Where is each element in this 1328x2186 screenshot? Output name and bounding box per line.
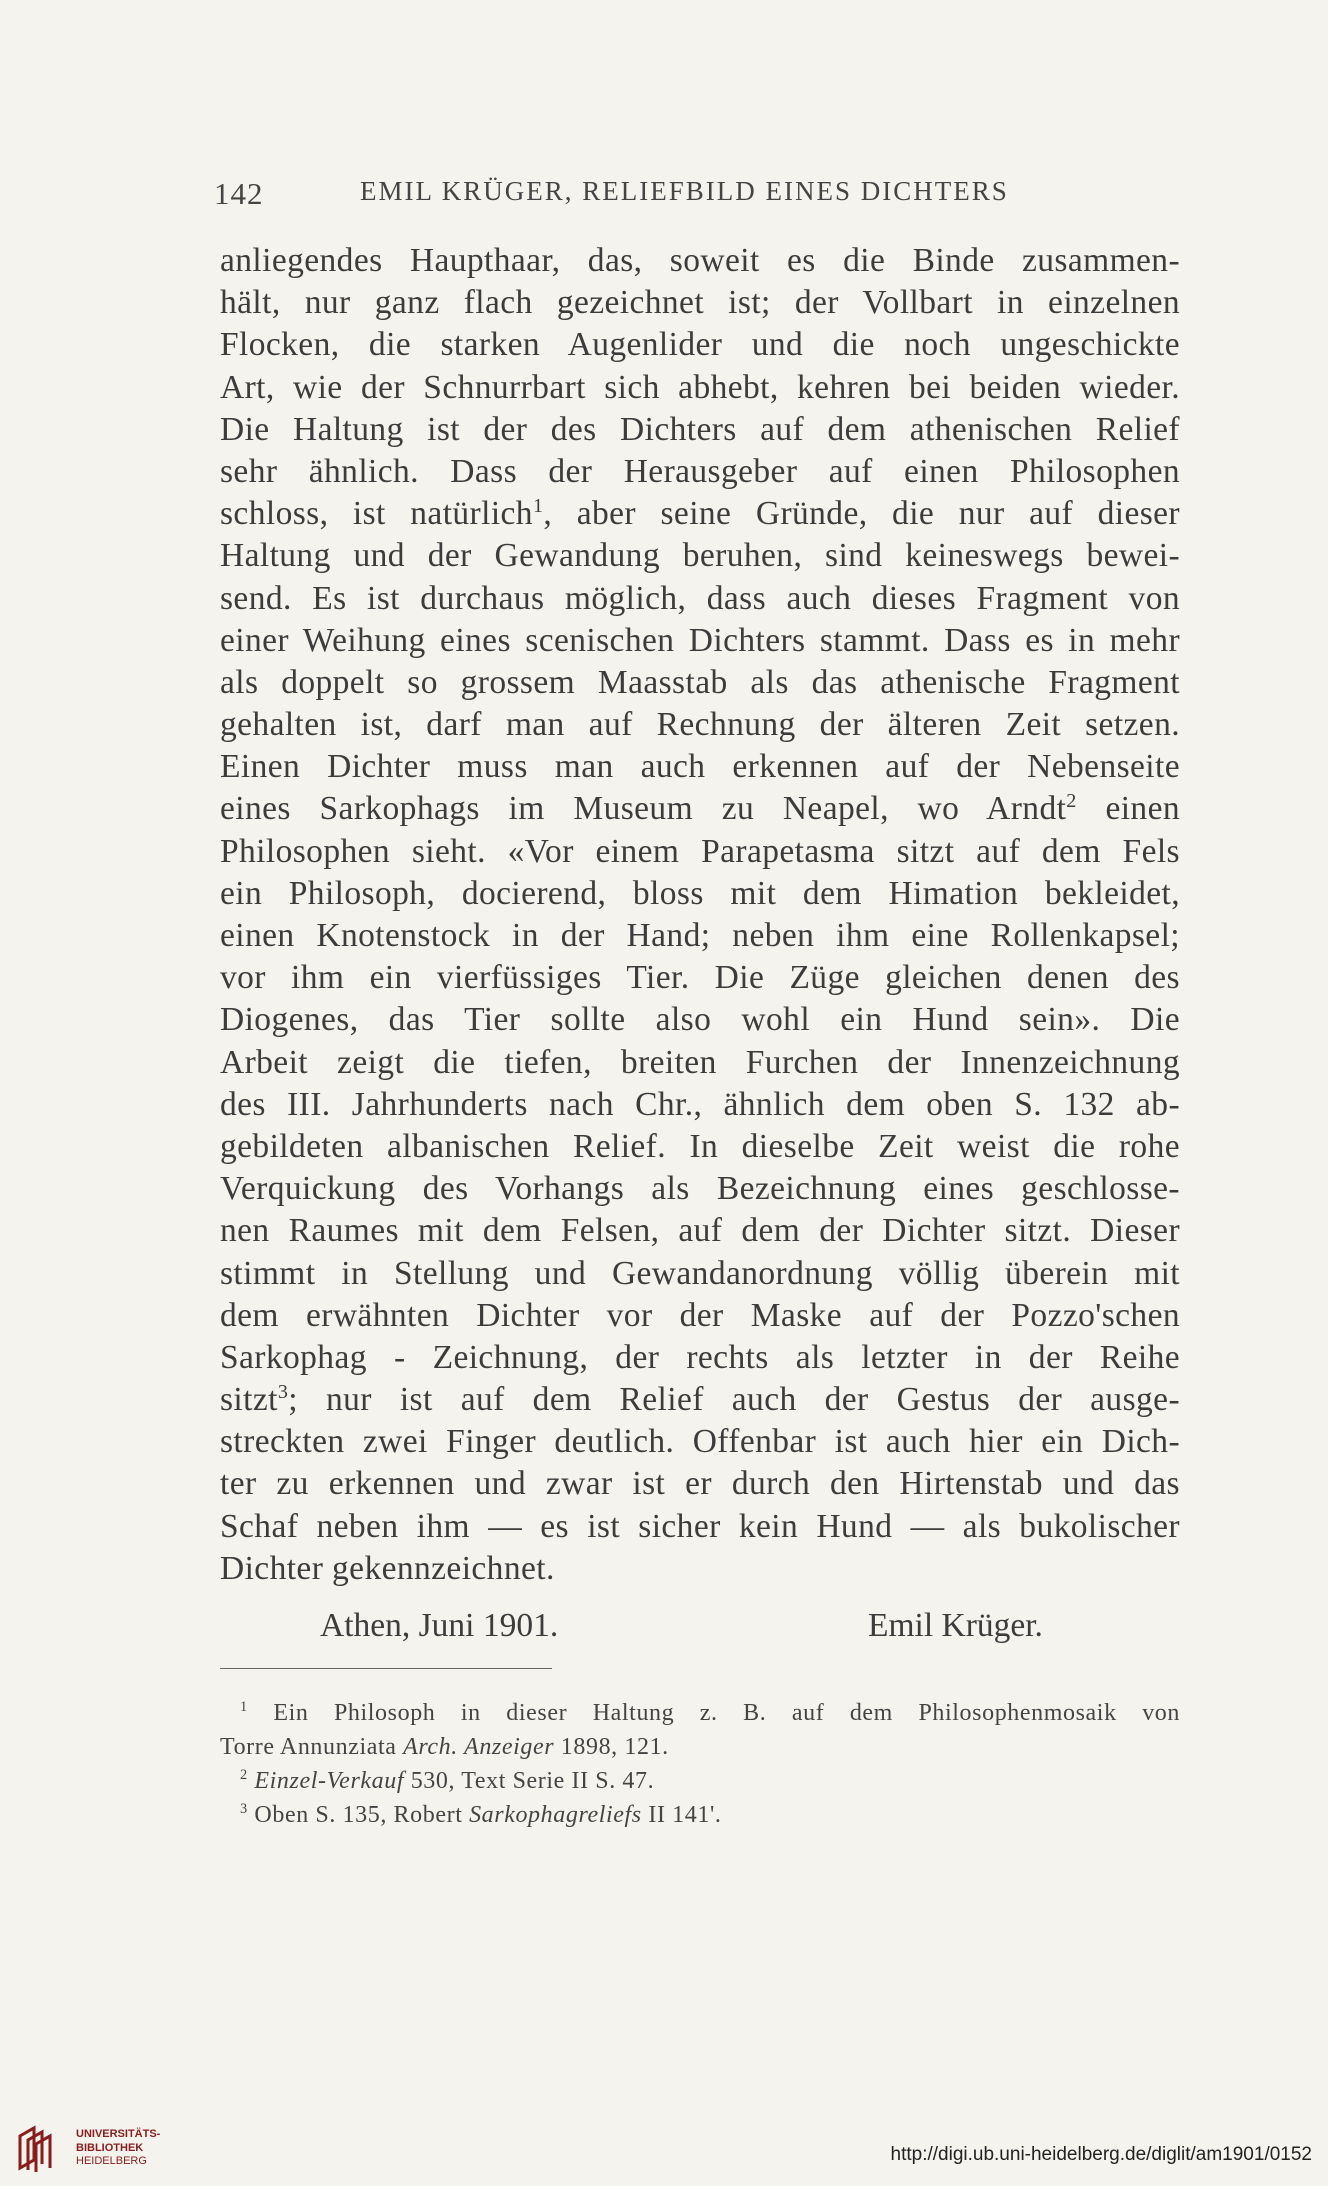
body-line bbox=[220, 578, 1180, 620]
body-line-text: anliegendes Haupthaar, das, soweit es die Binde zusammen- bbox=[220, 242, 1180, 279]
body-line bbox=[220, 704, 1180, 746]
footnote-2-text: 530, Text Serie II S. 47. bbox=[404, 1768, 655, 1794]
body-line bbox=[220, 1210, 1180, 1252]
body-line bbox=[220, 1463, 1180, 1505]
source-url[interactable] bbox=[891, 2144, 1312, 2166]
footnote-2-title: Einzel-Verkauf bbox=[254, 1768, 405, 1794]
footnotes bbox=[220, 1696, 1180, 1832]
body-line-text: Sarkophag - Zeichnung, der rechts als letzter in der Reihe bbox=[220, 1338, 1180, 1376]
author-signature: Emil Krüger. bbox=[868, 1607, 1043, 1644]
body-line-text: Haltung und der Gewandung beruhen, sind keineswegs bewei- bbox=[220, 537, 1180, 575]
source-url-link[interactable]: http://digi.ub.uni-heidelberg.de/diglit/am1901/0152 bbox=[890, 2144, 1312, 2165]
body-line-text: schloss, ist natürlich bbox=[220, 495, 533, 533]
body-line-text: Dichter gekennzeichnet. bbox=[220, 1549, 555, 1587]
body-line-text: einen bbox=[1076, 790, 1180, 828]
body-line-text: ter zu erkennen und zwar ist er durch den Hirtenstab und das bbox=[220, 1465, 1180, 1503]
page-number: 142 bbox=[214, 176, 264, 211]
body-line bbox=[220, 1253, 1180, 1295]
footnote-3-marker: 3 bbox=[240, 1801, 248, 1817]
body-line-text: streckten zwei Finger deutlich. Offenbar ist auch hier ein Dich- bbox=[220, 1423, 1180, 1461]
body-line-text: eines Sarkophags im Museum zu Neapel, wo Arndt bbox=[220, 790, 1067, 828]
body-line bbox=[220, 746, 1180, 788]
body-line bbox=[220, 620, 1180, 662]
body-line-text: Diogenes, das Tier sollte also wohl ein Hund sein». Die bbox=[220, 1001, 1180, 1039]
body-line bbox=[220, 1548, 1180, 1590]
body-line-text: nen Raumes mit dem Felsen, auf dem der Dichter sitzt. Dieser bbox=[220, 1212, 1180, 1250]
body-line bbox=[220, 1084, 1180, 1126]
body-line bbox=[220, 1337, 1180, 1379]
logo-line-2: BIBLIOTHEK bbox=[76, 2141, 144, 2154]
body-line bbox=[220, 1379, 1180, 1421]
running-title: EMIL KRÜGER, RELIEFBILD EINES DICHTERS bbox=[360, 176, 1009, 206]
body-line-text: vor ihm ein vierfüssiges Tier. Die Züge gleichen denen des bbox=[220, 959, 1180, 997]
body-line-text: sehr ähnlich. Dass der Herausgeber auf einen Philosophen bbox=[220, 452, 1180, 490]
body-line bbox=[220, 535, 1180, 577]
body-line bbox=[220, 873, 1180, 915]
footnote-rule bbox=[220, 1668, 552, 1669]
body-line-text: Verquickung des Vorhangs als Bezeichnung eines geschlosse- bbox=[220, 1170, 1180, 1208]
body-line bbox=[220, 282, 1180, 324]
body-line bbox=[220, 1506, 1180, 1548]
body-line-text: Einen Dichter muss man auch erkennen auf der Nebenseite bbox=[220, 748, 1180, 786]
body-line bbox=[220, 367, 1180, 409]
body-line-text: sitzt bbox=[220, 1381, 278, 1419]
footnote-1-line-2 bbox=[220, 1730, 1180, 1764]
footnote-3 bbox=[220, 1798, 1180, 1832]
body-line-text: Philosophen sieht. «Vor einem Parapetasma sitzt auf dem Fels bbox=[220, 832, 1180, 870]
footnote-1-text: Ein Philosoph in dieser Haltung z. B. auf dem Philosophenmosaik von bbox=[273, 1700, 1180, 1726]
body-line-text: einen Knotenstock in der Hand; neben ihm eine Rollenkapsel; bbox=[220, 917, 1180, 954]
body-line bbox=[220, 1042, 1180, 1084]
body-line-text: hält, nur ganz flach gezeichnet ist; der Vollbart in einzelnen bbox=[220, 284, 1180, 322]
body-line bbox=[220, 999, 1180, 1041]
body-line-text: Flocken, die starken Augenlider und die noch ungeschickte bbox=[220, 326, 1180, 364]
body-line bbox=[220, 240, 1180, 282]
body-line-text: Art, wie der Schnurrbart sich abhebt, kehren bei beiden wieder. bbox=[220, 368, 1180, 406]
body-line-text: Schaf neben ihm — es ist sicher kein Hund — als bukolischer bbox=[220, 1507, 1180, 1545]
library-logo[interactable] bbox=[14, 2122, 184, 2174]
library-logo-icon bbox=[14, 2122, 66, 2174]
body-line-text: gebildeten albanischen Relief. In dieselbe Zeit weist die rohe bbox=[220, 1127, 1180, 1165]
body-line-text: Arbeit zeigt die tiefen, breiten Furchen der Innenzeichnung bbox=[220, 1043, 1180, 1081]
body-line bbox=[220, 324, 1180, 366]
footnote-1-line-1 bbox=[220, 1696, 1180, 1730]
body-line bbox=[220, 831, 1180, 873]
body-line-text: , aber seine Gründe, die nur auf dieser bbox=[543, 495, 1180, 533]
footnote-3-citation: II 141'. bbox=[641, 1802, 722, 1828]
logo-line-1: UNIVERSITÄTS- bbox=[76, 2128, 161, 2140]
body-line-text: ; nur ist auf dem Relief auch der Gestus der ausge- bbox=[288, 1381, 1180, 1419]
body-line bbox=[220, 915, 1180, 957]
body-line-text: send. Es ist durchaus möglich, dass auch dieses Fragment von bbox=[220, 579, 1180, 617]
footnote-2-marker: 2 bbox=[240, 1767, 248, 1783]
footnote-1-journal: Arch. Anzeiger bbox=[403, 1734, 555, 1760]
footnote-reference[interactable]: 3 bbox=[277, 1380, 289, 1403]
body-line bbox=[220, 409, 1180, 451]
body-line-text: stimmt in Stellung und Gewandanordnung völlig überein mit bbox=[220, 1254, 1180, 1292]
body-line-text: ein Philosoph, docierend, bloss mit dem Himation bekleidet, bbox=[220, 874, 1180, 912]
body-line bbox=[220, 957, 1180, 999]
body-line bbox=[220, 662, 1180, 704]
body-line bbox=[220, 788, 1180, 830]
footnote-1-marker: 1 bbox=[240, 1699, 248, 1715]
body-line-text: als doppelt so grossem Maasstab als das athenische Fragment bbox=[220, 663, 1180, 701]
body-line-text: dem erwähnten Dichter vor der Maske auf der Pozzo'schen bbox=[220, 1296, 1180, 1334]
body-line-text: gehalten ist, darf man auf Rechnung der älteren Zeit setzen. bbox=[220, 706, 1180, 744]
footnote-reference[interactable]: 2 bbox=[1066, 790, 1077, 813]
library-logo-text bbox=[76, 2128, 160, 2169]
footnote-1-text-2: Torre Annunziata bbox=[220, 1734, 404, 1760]
footnote-3-text: Oben S. 135, Robert bbox=[254, 1802, 470, 1828]
footnote-reference[interactable]: 1 bbox=[532, 494, 544, 517]
place-date: Athen, Juni 1901. bbox=[320, 1607, 559, 1644]
footnote-2 bbox=[220, 1764, 1180, 1798]
body-line-text: des III. Jahrhunderts nach Chr., ähnlich dem oben S. 132 ab- bbox=[220, 1085, 1180, 1123]
body-line bbox=[220, 1168, 1180, 1210]
body-line-text: einer Weihung eines scenischen Dichters stammt. Dass es in mehr bbox=[220, 621, 1180, 659]
body-line bbox=[220, 1421, 1180, 1463]
body-line bbox=[220, 493, 1180, 535]
body-text bbox=[220, 240, 1180, 1590]
body-line bbox=[220, 1295, 1180, 1337]
body-line bbox=[220, 1126, 1180, 1168]
footnote-1-citation: 1898, 121. bbox=[554, 1734, 669, 1760]
footnote-3-title: Sarkophagreliefs bbox=[469, 1802, 642, 1828]
logo-line-3: HEIDELBERG bbox=[76, 2155, 147, 2167]
body-line-text: Die Haltung ist der des Dichters auf dem athenischen Relief bbox=[220, 410, 1180, 448]
body-line bbox=[220, 451, 1180, 493]
